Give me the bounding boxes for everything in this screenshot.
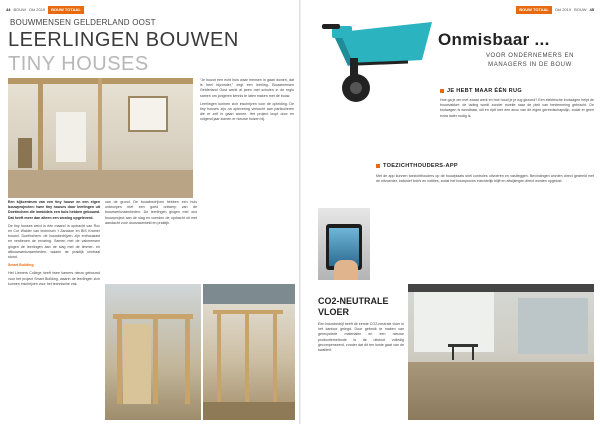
column-2-body: van de grond. De bouwbedrijven hebben een huis ontworpen met een goed ontwerp van de bouwwerkzaamheden. De leerlingen gingen met ons bouwproject aan de slag en voerden de opdracht uit met aandacht voor duurzaamheid en praktijk. [105,200,197,225]
column-3-quote: “Je bouwt een echt huis waar mensen in gaan wonen, dat is heel bijzonder,” zegt een leerling. Bouwmensen Gelderland Oost werkt al jaren met scholen in de regio samen om jongeren kennis te laten maken met de bouw. [200,78,294,98]
section-subtitle: VOOR ONDERNEMERS EN MANAGERS IN DE BOUW [485,53,575,68]
article-title: LEERLINGEN BOUWEN [8,29,239,51]
frame-photo [203,284,295,420]
heading-co2 [318,296,389,318]
magazine-name: BOUW [13,7,26,12]
article-lead: Een kijkcentrum van een tiny house en een eigen bouwprojecten: twee tiny houses door leerlingen uit Doetinchem die inmiddels een huis hebben gebouwd. Dat heeft meer dan alleen een woning opgeleverd. [8,200,100,220]
left-page-header [6,6,84,14]
section-title: Onmisbaar ... [438,30,550,49]
section-3-text [318,322,404,356]
heading-co2-line2: VLOER [318,307,350,317]
column-3 [200,78,294,126]
section-3-body: Een bouwbedrijf heeft de eerste CO2-neutrale vloer in het kantoor gelegd. Door gebruik te maken van gerecyclede materialen en een nieuwe productiemethode is de uitstoot volledig gecompenseerd, zonder dat dit ten koste gaat van de kwaliteit. [318,322,404,353]
column-1 [8,200,100,290]
article-kicker: BOUWMENSEN GELDERLAND OOST [10,18,156,27]
section-1-body: Hoe ga je om met zwaar werk en hoe houd je je rug gezond? Een elektrische kruiwagen helpt de bouwvakker: de lading wordt zonder moeite naar de plek van bestemming gebracht. De kruiwagen is wendbaar, stil en rijdt met een accu van de eigen gereedschapslijn, zodat er geen extra lader nodig is. [440,98,594,118]
section-2-text [376,174,594,187]
article-title-sub: TINY HOUSES [8,53,149,75]
column-2 [105,200,197,229]
interior-photo [8,78,193,198]
electric-wheelbarrow-image [318,18,436,106]
right-page-header [516,6,594,14]
column-3-body: Leerlingen kunnen zich inschrijven voor de opleiding. De tiny houses zijn na oplevering verkocht aan particulieren die er zelf in gaan wonen. Het project loopt door en volgend jaar komen er nieuwe huizen bij. [200,101,294,122]
section-1-text [440,98,594,122]
heading-co2-line1: CO2-NEUTRALE [318,296,389,306]
column-1-tail: Het Liemers College heeft twee kamers nieuw gebouwd voor het project Smart Building, waarin de leerlingen zich kunnen inschrijven voor het technische vak. [8,271,100,286]
section-tag-right: BOUW TOTAAL [516,6,552,14]
page-number-right: 45 [589,7,594,12]
magazine-name-right: BOUW [574,7,587,12]
issue-date-right: Okt 2019 [554,7,572,12]
column-1-body: De tiny houses werd in één maand in opdracht van Roc en Cor Walder van technisch 't Zandaxe en BIS Kramer bouwd. Doetinchem: de bouwbedrijven zijn enthousiast en verdienen de ervaring. Samen met de vakmensen gingen de leerlingen aan de slag met de timmer- en afbouwwerkzaamheden, waarin de praktijk centraal stond. [8,223,100,260]
page-fold [299,0,301,424]
tablet-photo [318,208,370,280]
office-floor-photo [408,284,594,420]
section-tag: BOUW TOTAAL [48,6,84,14]
heading-app: TOEZICHTHOUDERS-APP [376,163,458,169]
page-number: 44 [6,7,11,12]
section-2-body: Met de app kunnen toezichthouders op de bouwplaats snel controles uitvoeren en vastleggen. Bevindingen worden direct gedeeld met de uitvoerder, inclusief foto's en notities, zodat het bouwproces inzichtelijk blijft en afwijkingen direct worden opgelost. [376,174,594,184]
heading-rug: JE HEBT MAAR ÉÉN RUG [440,88,522,94]
construction-photo [105,284,201,420]
subheading-smart-building: Smart Building [8,263,34,268]
issue-date: Okt 2019 [28,7,46,12]
